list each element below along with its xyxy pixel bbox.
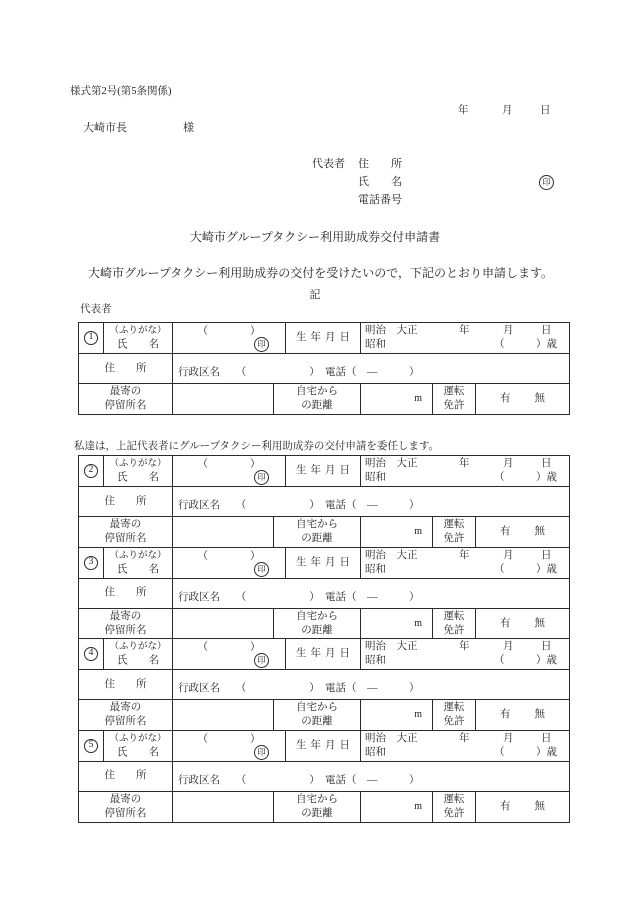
distance-unit-label: m	[414, 526, 422, 537]
name-label: 氏 名	[117, 472, 159, 483]
license-yes-option: 有	[500, 709, 511, 720]
license-label-cell	[433, 700, 476, 730]
birth-date-label: 生年月日	[296, 332, 354, 343]
day-label: 日	[541, 641, 552, 652]
distance-label-line1: 自宅から	[296, 702, 338, 713]
name-entry-cell	[173, 323, 286, 353]
addressee-line	[83, 119, 194, 135]
name-label: 氏 名	[117, 655, 159, 666]
address-label: 住 所	[104, 678, 147, 690]
address-label-cell	[79, 670, 173, 699]
distance-label-cell	[274, 700, 361, 730]
birth-date-label-cell	[286, 731, 361, 761]
age-field-label: （ ）歳	[494, 563, 557, 575]
distance-label-cell	[274, 517, 361, 547]
district-phone-line: 行政区名 （ ） 電話（ ― ）	[178, 683, 420, 694]
month-label: 月	[503, 641, 514, 652]
nearest-stop-entry-cell	[173, 792, 274, 822]
furigana-label: （ふりがな）	[109, 733, 167, 744]
name-entry-cell	[173, 731, 286, 761]
license-yes-option: 有	[500, 526, 511, 537]
district-phone-entry-cell	[173, 670, 569, 699]
delegate-entries-host	[78, 455, 570, 823]
district-phone-line: 行政区名 （ ） 電話（ ― ）	[178, 591, 420, 603]
nearest-stop-label-cell	[79, 609, 173, 639]
date-day-label: 日	[540, 105, 551, 116]
license-label-cell	[433, 384, 476, 414]
nearest-stop-label-line1: 最寄の	[109, 519, 142, 530]
person-number-badge: 4	[84, 647, 98, 661]
birth-date-label-cell	[286, 548, 361, 578]
representative-address-label: 住 所	[358, 158, 402, 170]
nearest-stop-label-line2: 停留所名	[104, 400, 147, 411]
license-yes-option: 有	[500, 393, 511, 404]
license-label-line2: 免許	[443, 400, 465, 411]
birth-date-entry-cell	[361, 548, 569, 578]
representative-label: 代表者	[312, 158, 345, 170]
day-label: 日	[541, 325, 552, 336]
seal-character: 印	[257, 472, 266, 483]
name-entry-cell	[173, 639, 286, 669]
person-entry-block	[78, 547, 570, 640]
era-meiji-taisho-label: 明治 大正	[365, 549, 418, 561]
license-label-line2: 免許	[443, 533, 465, 544]
era-showa-label: 昭和	[365, 472, 386, 483]
distance-entry-cell	[361, 609, 433, 639]
person-number-badge: 1	[84, 331, 98, 345]
nearest-stop-label-line2: 停留所名	[104, 533, 147, 544]
nearest-stop-label-line1: 最寄の	[109, 793, 142, 805]
nearest-stop-label-cell	[79, 517, 173, 547]
distance-entry-cell	[361, 700, 433, 730]
furigana-paren-field: （ ）	[197, 642, 261, 653]
era-meiji-taisho-label: 明治 大正	[365, 641, 418, 652]
address-label: 住 所	[104, 495, 147, 507]
distance-unit-label: m	[414, 393, 422, 404]
distance-label-cell	[274, 609, 361, 639]
distance-label-line1: 自宅から	[296, 793, 338, 805]
seal-icon	[254, 470, 269, 485]
intro-text: 大崎市グループタクシー利用助成券の交付を受けたいので，下記のとおり申請します。	[88, 266, 554, 280]
person-entry-block	[78, 455, 570, 548]
seal-character: 印	[257, 339, 266, 350]
district-phone-entry-cell	[173, 487, 569, 516]
furigana-label: （ふりがな）	[109, 459, 167, 469]
furigana-label: （ふりがな）	[109, 550, 167, 561]
birth-date-entry-cell	[361, 731, 569, 761]
furigana-paren-field: （ ）	[197, 459, 261, 470]
era-showa-label: 昭和	[365, 746, 386, 758]
name-label-cell	[104, 456, 173, 486]
seal-character: 印	[542, 177, 551, 188]
furigana-label: （ふりがな）	[109, 326, 167, 336]
year-label: 年	[459, 549, 470, 561]
day-label: 日	[541, 458, 552, 469]
person-number-badge: 3	[84, 556, 98, 570]
month-label: 月	[503, 732, 514, 744]
nearest-stop-label-line1: 最寄の	[109, 386, 142, 397]
nearest-stop-label-line2: 停留所名	[104, 716, 147, 727]
license-label-line1: 運転	[443, 793, 465, 805]
nearest-stop-entry-cell	[173, 700, 274, 730]
furigana-paren-field: （ ）	[197, 326, 261, 337]
license-no-option: 無	[534, 709, 545, 720]
district-phone-entry-cell	[173, 354, 569, 383]
distance-label-line1: 自宅から	[296, 610, 338, 622]
form-number: 様式第2号(第5条関係)	[70, 86, 172, 97]
license-options-cell	[476, 700, 569, 730]
seal-character: 印	[257, 655, 266, 666]
license-no-option: 無	[534, 393, 545, 404]
representative-phone-label: 電話番号	[358, 194, 402, 206]
furigana-paren-field: （ ）	[197, 550, 261, 562]
seal-icon	[254, 562, 269, 577]
district-phone-entry-cell	[173, 579, 569, 608]
distance-unit-label: m	[414, 617, 422, 629]
license-label-line1: 運転	[443, 610, 465, 622]
month-label: 月	[503, 458, 514, 469]
license-label-line2: 免許	[443, 624, 465, 636]
license-options-cell	[476, 609, 569, 639]
person-entry-block	[78, 322, 570, 415]
nearest-stop-label-line2: 停留所名	[104, 624, 147, 636]
distance-unit-label: m	[414, 709, 422, 720]
nearest-stop-label-line1: 最寄の	[109, 610, 142, 622]
license-options-cell	[476, 384, 569, 414]
era-meiji-taisho-label: 明治 大正	[365, 325, 418, 336]
birth-date-label: 生年月日	[296, 465, 354, 476]
name-label: 氏 名	[117, 339, 159, 350]
name-label-cell	[104, 548, 173, 578]
age-field-label: （ ）歳	[494, 655, 557, 666]
license-no-option: 無	[534, 800, 545, 812]
license-no-option: 無	[534, 617, 545, 629]
birth-date-label-cell	[286, 323, 361, 353]
person-number-cell	[79, 456, 104, 486]
district-phone-line: 行政区名 （ ） 電話（ ― ）	[178, 500, 420, 511]
name-entry-cell	[173, 548, 286, 578]
address-label-cell	[79, 354, 173, 383]
distance-unit-label: m	[414, 800, 422, 812]
distance-label-line2: の距離	[301, 807, 333, 819]
birth-date-label-cell	[286, 639, 361, 669]
year-label: 年	[459, 732, 470, 744]
era-meiji-taisho-label: 明治 大正	[365, 458, 418, 469]
representative-block	[312, 155, 402, 209]
person-number-cell	[79, 323, 104, 353]
person-number-badge: 2	[84, 464, 98, 478]
license-label-line2: 免許	[443, 807, 465, 819]
age-field-label: （ ）歳	[494, 339, 557, 350]
distance-label-line2: の距離	[301, 716, 333, 727]
person-number-cell	[79, 639, 104, 669]
address-label: 住 所	[104, 587, 147, 598]
delegation-note: 私達は，上記代表者にグループタクシー利用助成券の交付申請を委任します。	[74, 441, 440, 452]
distance-label-line1: 自宅から	[296, 519, 338, 530]
representative-heading: 代表者	[80, 304, 112, 315]
section-mark: 記	[309, 289, 321, 301]
license-options-cell	[476, 517, 569, 547]
month-label: 月	[503, 549, 514, 561]
distance-label-cell	[274, 792, 361, 822]
nearest-stop-label-cell	[79, 384, 173, 414]
name-entry-cell	[173, 456, 286, 486]
seal-icon	[254, 745, 269, 760]
person-entry-block	[78, 638, 570, 731]
address-label-cell	[79, 579, 173, 608]
birth-date-label: 生年月日	[296, 556, 354, 568]
seal-icon	[254, 653, 269, 668]
nearest-stop-label-line2: 停留所名	[104, 807, 147, 819]
seal-character: 印	[257, 563, 266, 574]
license-options-cell	[476, 792, 569, 822]
nearest-stop-label-cell	[79, 700, 173, 730]
address-label-cell	[79, 487, 173, 516]
addressee-name: 大崎市長	[83, 122, 127, 134]
district-phone-line: 行政区名 （ ） 電話（ ― ）	[178, 367, 420, 378]
seal-icon	[254, 337, 269, 352]
day-label: 日	[541, 732, 552, 744]
distance-entry-cell	[361, 517, 433, 547]
license-yes-option: 有	[500, 617, 511, 629]
representative-entry-host	[78, 322, 570, 415]
seal-icon	[539, 175, 554, 190]
distance-label-line1: 自宅から	[296, 386, 338, 397]
name-label-cell	[104, 639, 173, 669]
age-field-label: （ ）歳	[494, 746, 557, 758]
nearest-stop-entry-cell	[173, 517, 274, 547]
distance-label-cell	[274, 384, 361, 414]
form-title: 大崎市グループタクシー利用助成券交付申請書	[189, 230, 441, 244]
era-showa-label: 昭和	[365, 655, 386, 666]
furigana-paren-field: （ ）	[197, 733, 261, 745]
era-showa-label: 昭和	[365, 339, 386, 350]
year-label: 年	[459, 641, 470, 652]
date-line	[458, 102, 568, 116]
name-label: 氏 名	[117, 746, 159, 758]
license-label-line1: 運転	[443, 519, 465, 530]
furigana-label: （ふりがな）	[109, 642, 167, 652]
year-label: 年	[459, 325, 470, 336]
nearest-stop-entry-cell	[173, 384, 274, 414]
person-number-cell	[79, 731, 104, 761]
person-number-cell	[79, 548, 104, 578]
name-label-cell	[104, 731, 173, 761]
address-label: 住 所	[104, 362, 147, 374]
license-yes-option: 有	[500, 800, 511, 812]
year-label: 年	[459, 458, 470, 469]
month-label: 月	[503, 325, 514, 336]
distance-label-line2: の距離	[301, 624, 333, 636]
license-label-cell	[433, 792, 476, 822]
era-showa-label: 昭和	[365, 563, 386, 575]
date-year-label: 年	[458, 105, 469, 116]
day-label: 日	[541, 549, 552, 561]
distance-label-line2: の距離	[301, 533, 333, 544]
representative-name-label: 氏 名	[358, 176, 402, 188]
birth-date-label: 生年月日	[296, 648, 354, 659]
seal-character: 印	[257, 746, 266, 757]
addressee-honorific: 様	[183, 122, 194, 134]
address-label-cell	[79, 762, 173, 791]
person-number-badge: 5	[84, 739, 98, 753]
license-no-option: 無	[534, 526, 545, 537]
license-label-line2: 免許	[443, 716, 465, 727]
district-phone-entry-cell	[173, 762, 569, 791]
distance-label-line2: の距離	[301, 400, 333, 411]
distance-entry-cell	[361, 792, 433, 822]
nearest-stop-label-line1: 最寄の	[109, 702, 142, 713]
era-meiji-taisho-label: 明治 大正	[365, 732, 418, 744]
age-field-label: （ ）歳	[494, 472, 557, 483]
birth-date-entry-cell	[361, 639, 569, 669]
birth-date-entry-cell	[361, 456, 569, 486]
license-label-line1: 運転	[443, 386, 465, 397]
distance-entry-cell	[361, 384, 433, 414]
license-label-cell	[433, 517, 476, 547]
license-label-cell	[433, 609, 476, 639]
birth-date-label-cell	[286, 456, 361, 486]
nearest-stop-label-cell	[79, 792, 173, 822]
date-month-label: 月	[502, 105, 513, 116]
district-phone-line: 行政区名 （ ） 電話（ ― ）	[178, 774, 420, 786]
address-label: 住 所	[104, 770, 147, 781]
name-label: 氏 名	[117, 563, 159, 575]
birth-date-entry-cell	[361, 323, 569, 353]
nearest-stop-entry-cell	[173, 609, 274, 639]
person-entry-block	[78, 730, 570, 823]
license-label-line1: 運転	[443, 702, 465, 713]
name-label-cell	[104, 323, 173, 353]
birth-date-label: 生年月日	[296, 739, 354, 751]
